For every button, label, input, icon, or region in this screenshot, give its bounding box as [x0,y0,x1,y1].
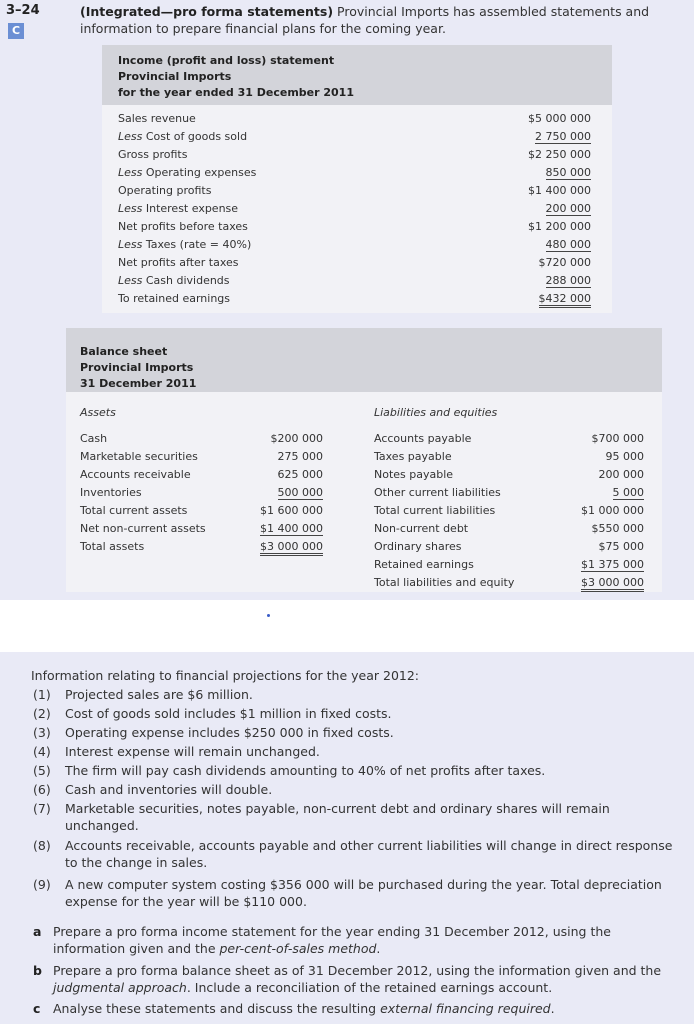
asset-label: Total assets [80,540,145,553]
info-item: (9) A new computer system costing $356 000 will be purchased during the year. Total depreciation expense for the year will be $110 000. [33,877,662,909]
income-row-value: $1 400 000 [528,184,591,197]
liabilities-header: Liabilities and equities [374,406,498,419]
balance-date: 31 December 2011 [80,377,197,390]
asset-value: $200 000 [270,432,323,445]
income-row-value: 200 000 [545,202,591,215]
liability-value: $1 000 000 [581,504,644,517]
income-row-label: Net profits before taxes [118,220,248,233]
asset-value: $1 400 000 [260,522,323,535]
income-row-value: 480 000 [545,238,591,251]
liability-value: 95 000 [605,450,644,463]
asset-label: Accounts receivable [80,468,191,481]
liability-value: $1 375 000 [581,558,644,571]
liability-label: Non-current debt [374,522,469,535]
asset-label: Net non-current assets [80,522,206,535]
asset-value: 500 000 [277,486,323,499]
asset-label: Marketable securities [80,450,198,463]
asset-value: 625 000 [277,468,323,481]
income-row-label: To retained earnings [118,292,231,305]
info-item: (7) Marketable securities, notes payable, non-current debt and ordinary shares will remain unchanged. [33,801,610,833]
liability-label: Retained earnings [374,558,474,571]
income-row-label: Less Cash dividends [118,274,230,287]
problem-heading [80,3,690,37]
info-item: (2) Cost of goods sold includes $1 million in fixed costs. [33,706,392,721]
income-company: Provincial Imports [118,70,232,83]
info-item: (5) The firm will pay cash dividends amounting to 40% of net profits after taxes. [33,763,546,778]
liability-label: Total liabilities and equity [374,576,515,589]
income-row-value: 850 000 [545,166,591,179]
liability-label: Total current liabilities [374,504,496,517]
income-row-label: Less Operating expenses [118,166,257,179]
info-item: (4) Interest expense will remain unchanged. [33,744,320,759]
task-a: a Prepare a pro forma income statement for the year ending 31 December 2012, using the information given and the per-cent-of-sales method. [33,924,611,956]
task-c: c Analyse these statements and discuss the resulting external financing required. [33,1001,555,1016]
asset-label: Inventories [80,486,142,499]
asset-label: Cash [80,432,108,445]
liability-value: 200 000 [598,468,644,481]
liability-value: 5 000 [612,486,644,499]
income-row-value: $2 250 000 [528,148,591,161]
difficulty-badge: C [8,23,24,39]
info-intro: Information relating to financial projections for the year 2012: [31,668,420,683]
liability-value: $3 000 000 [581,576,644,592]
asset-value: $3 000 000 [260,540,323,556]
liability-label: Taxes payable [374,450,452,463]
task-b: b Prepare a pro forma balance sheet as of 31 December 2012, using the information given and the judgmental approach. Include a reconciliation of the retained earnings account. [33,963,662,995]
info-item: (1) Projected sales are $6 million. [33,687,253,702]
income-row-label: Sales revenue [118,112,196,125]
income-row-label: Net profits after taxes [118,256,239,269]
income-row-value: 288 000 [545,274,591,287]
asset-value: $1 600 000 [260,504,323,517]
income-period: for the year ended 31 December 2011 [118,86,354,99]
asset-value: 275 000 [277,450,323,463]
info-item: (6) Cash and inventories will double. [33,782,273,797]
income-row-value: 2 750 000 [535,130,591,143]
liability-value: $700 000 [591,432,644,445]
asset-label: Total current assets [80,504,188,517]
liability-label: Accounts payable [374,432,472,445]
problem-number: 3–24 [6,3,40,18]
assets-header: Assets [80,406,116,419]
problem-description: Provincial Imports has assembled statements and information to prepare financial plans for the coming year. [80,4,650,36]
problem-title: (Integrated—pro forma statements) [80,4,334,19]
stray-dot [267,614,270,617]
income-row-value: $5 000 000 [528,112,591,125]
income-title: Income (profit and loss) statement [118,54,335,67]
income-row-label: Less Cost of goods sold [118,130,248,143]
liability-value: $75 000 [598,540,644,553]
income-row-label: Less Interest expense [118,202,239,215]
income-row-label: Gross profits [118,148,188,161]
income-row-label: Less Taxes (rate = 40%) [118,238,252,251]
liability-label: Notes payable [374,468,454,481]
liability-value: $550 000 [591,522,644,535]
income-row-label: Operating profits [118,184,212,197]
liability-label: Ordinary shares [374,540,462,553]
income-row-value: $1 200 000 [528,220,591,233]
balance-title: Balance sheet [80,345,168,358]
liability-label: Other current liabilities [374,486,501,499]
info-item: (8) Accounts receivable, accounts payable and other current liabilities will change in direct response to the change in sales. [33,838,673,870]
page-gap [0,600,694,652]
info-item: (3) Operating expense includes $250 000 in fixed costs. [33,725,394,740]
balance-company: Provincial Imports [80,361,194,374]
income-row-value: $432 000 [539,292,592,308]
income-row-value: $720 000 [538,256,591,269]
